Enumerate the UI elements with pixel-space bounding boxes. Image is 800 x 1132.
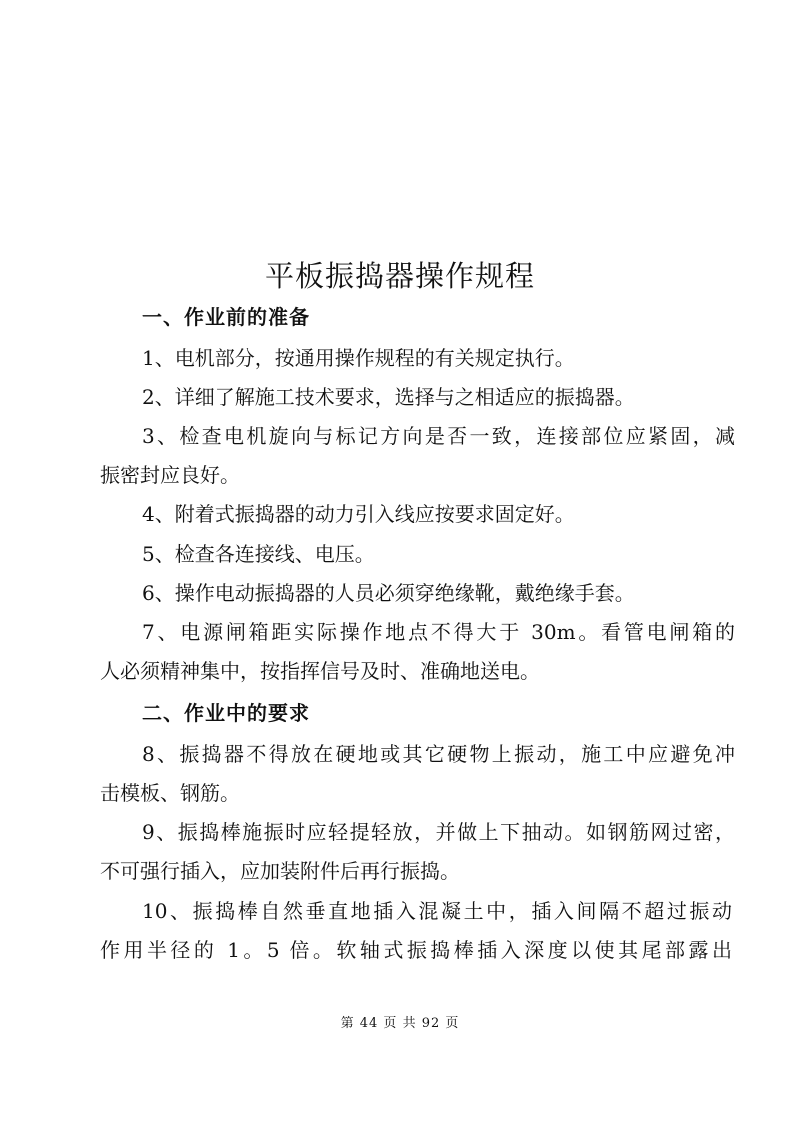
paragraph-item-1: 1、电机部分，按通用操作规程的有关规定执行。 [142, 346, 575, 370]
paragraph-item-7-line-1: 7、电源闸箱距实际操作地点不得大于 30m。看管电闸箱的 [142, 620, 735, 644]
paragraph-item-2: 2、详细了解施工技术要求，选择与之相适应的振捣器。 [142, 385, 635, 409]
paragraph-item-7-line-2: 人必须精神集中，按指挥信号及时、准确地送电。 [100, 659, 540, 683]
section-heading-preparation: 一、作业前的准备 [142, 305, 310, 329]
paragraph-item-6: 6、操作电动振捣器的人员必须穿绝缘靴，戴绝缘手套。 [142, 581, 635, 605]
paragraph-item-8-line-1: 8、振捣器不得放在硬地或其它硬物上振动，施工中应避免冲 [142, 742, 735, 766]
paragraph-item-9-line-2: 不可强行插入，应加装附件后再行振捣。 [100, 859, 460, 883]
section-heading-during-operation: 二、作业中的要求 [142, 701, 310, 725]
paragraph-item-10-line-1: 10、振捣棒自然垂直地插入混凝土中，插入间隔不超过振动 [142, 899, 732, 923]
paragraph-item-10-line-2: 作用半径的 1。5 倍。软轴式振捣棒插入深度以使其尾部露出 [100, 938, 732, 962]
paragraph-item-3-line-1: 3、检查电机旋向与标记方向是否一致，连接部位应紧固，减 [142, 424, 735, 448]
paragraph-item-3-line-2: 振密封应良好。 [100, 463, 240, 487]
paragraph-item-9-line-1: 9、振捣棒施振时应轻提轻放，并做上下抽动。如钢筋网过密， [142, 820, 735, 844]
paragraph-item-4: 4、附着式振捣器的动力引入线应按要求固定好。 [142, 502, 575, 526]
page-number-footer: 第 44 页 共 92 页 [340, 1016, 460, 1031]
document-title: 平板振捣器操作规程 [264, 259, 535, 293]
paragraph-item-5: 5、检查各连接线、电压。 [142, 542, 375, 566]
paragraph-item-8-line-2: 击模板、钢筋。 [100, 781, 240, 805]
